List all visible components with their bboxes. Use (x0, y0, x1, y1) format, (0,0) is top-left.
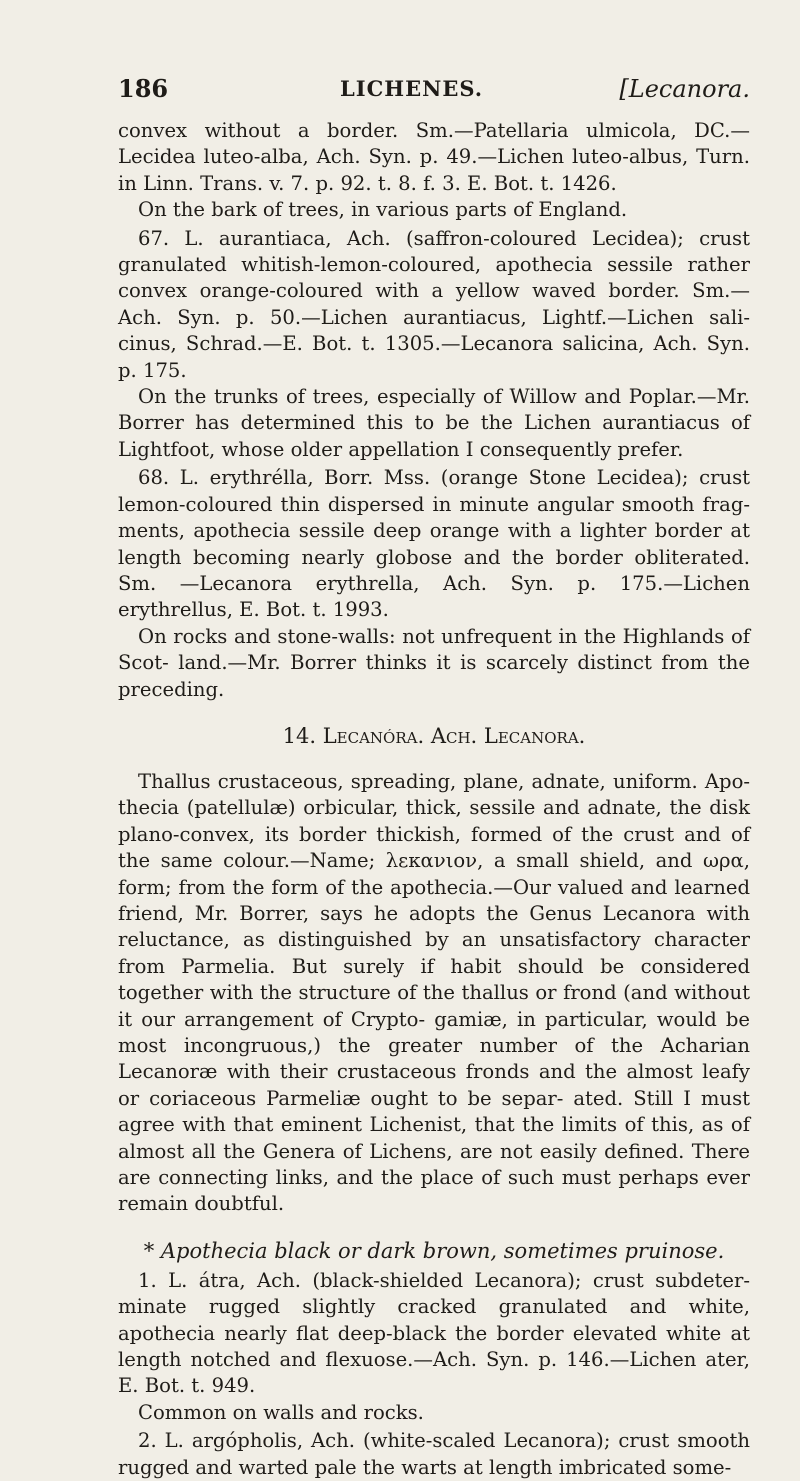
species-66-citation: convex without a border. Sm.—Patellaria ulmicola, DC.— Lecidea luteo-alba, Ach. Syn. p. 49.—Lichen luteo-albus, Turn. in Linn. Trans. v. 7. p. 92. t. 8. f. 3. E. Bot. t. 1426. (118, 119, 750, 195)
section-label: [Lecanora. (619, 75, 750, 103)
species-66-habitat: On the bark of trees, in various parts of England. (138, 198, 628, 222)
genus-heading: 14. Lecanóra. Ach. Lecanora. (282, 723, 586, 748)
species-1-habitat: Common on walls and rocks. (138, 1400, 424, 1424)
genus-description: Thallus crustaceous, spreading, plane, adnate, uniform. Apo- thecia (patellulæ) orbicular, thick, sessile and adnate, the disk plano-convex, its border thickish, formed of the crust and of the same colour.—Name; λεκανιον, a small shield, and ωρα, form; from the form of the apothecia.—Our valued and learned friend, Mr. Borrer, says he adopts the Genus Lecanora with reluctance, as distinguished by an unsatisfactory character from Parmelia. But surely if habit should be considered together with the structure of the thallus or frond (and without it our arrangement of Crypto- gamiæ, in particular, would be most incongruous,) the greater number of the Acharian Lecanoræ with their crustaceous fronds and the almost leafy or coriaceous Parmeliæ ought to be separ- ated. Still I must agree with that eminent Lichenist, that the limits of this, as of almost all the Genera of Lichens, are not easily defined. There are connecting links, and the place of such must perhaps ever remain doubtful. (118, 769, 750, 1216)
species-67-habitat: On the trunks of trees, especially of Willow and Poplar.—Mr. Borrer has determined this to be the Lichen aurantiacus of Lightfoot, whose older appellation I consequently prefer. (118, 385, 751, 461)
running-header (118, 74, 750, 110)
species-2-description: 2. L. argópholis, Ach. (white-scaled Lecanora); crust smooth rugged and warted pale the warts at length imbricated some- (118, 1429, 750, 1479)
species-67-description: 67. L. aurantiaca, Ach. (saffron-coloured Lecidea); crust granulated whitish-lemon-coloured, apothecia sessile rather convex orange-coloured with a yellow waved border. Sm.— Ach. Syn. p. 50.—Lichen aurantiacus, Lightf.—Lichen sali- cinus, Schrad.—E. Bot. t. 1305.—Lecanora salicina, Ach. Syn. p. 175. (118, 226, 750, 382)
page-number: 186 (118, 74, 169, 103)
species-68-description: 68. L. erythrélla, Borr. Mss. (orange Stone Lecidea); crust lemon-coloured thin dispersed in minute angular smooth frag- ments, apothecia sessile deep orange with a lighter border at length becoming nearly globose and the border obliterated. Sm. —Lecanora erythrella, Ach. Syn. p. 175.—Lichen erythrellus, E. Bot. t. 1993. (118, 466, 751, 622)
running-title: LICHENES. (340, 76, 484, 101)
subdivision-heading: * Apothecia black or dark brown, sometimes pruinose. (143, 1238, 725, 1263)
species-68-habitat: On rocks and stone-walls: not unfrequent in the Highlands of Scot- land.—Mr. Borrer thinks it is scarcely distinct from the preceding. (118, 624, 750, 701)
species-1-description: 1. L. átra, Ach. (black-shielded Lecanora); crust subdeter- minate rugged slightly cracked granulated and white, apothecia nearly flat deep-black the border elevated white at length notched and flexuose.—Ach. Syn. p. 146.—Lichen ater, E. Bot. t. 949. (118, 1268, 750, 1398)
page-body (118, 118, 750, 1481)
